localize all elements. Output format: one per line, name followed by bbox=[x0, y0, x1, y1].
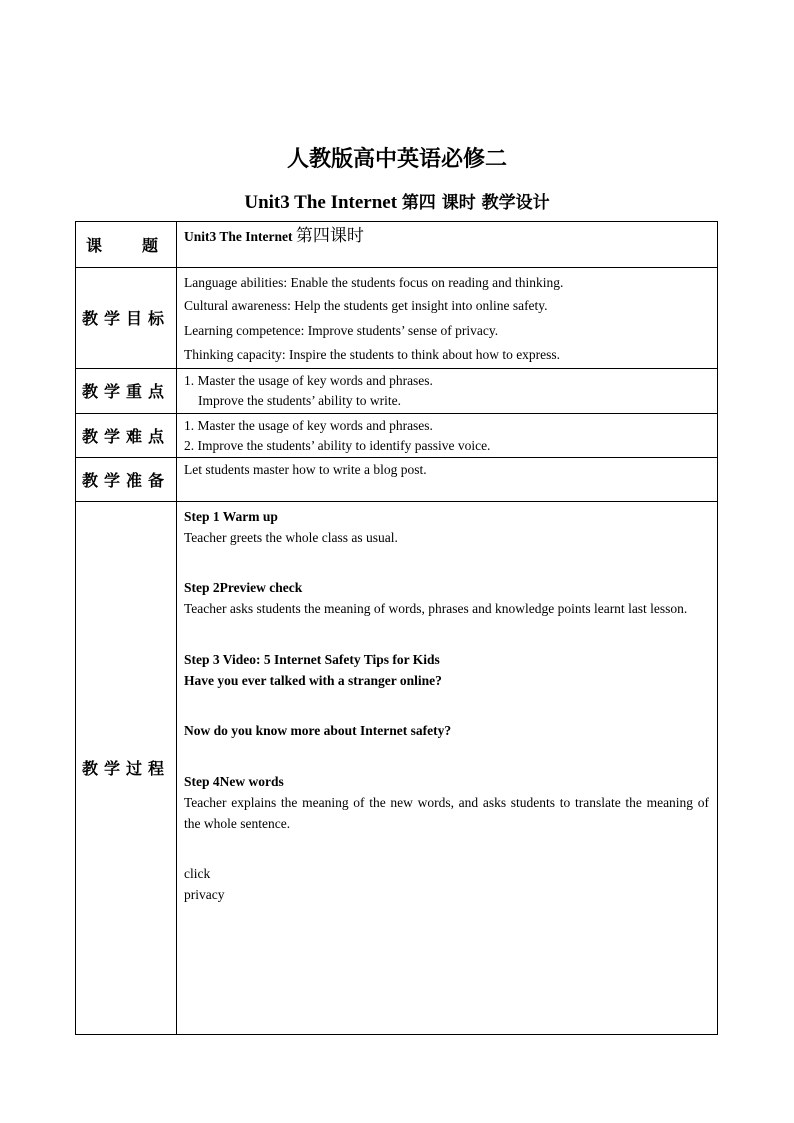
document-title: 人教版高中英语必修二 bbox=[286, 147, 507, 172]
difficulty-2: 2. Improve the students’ ability to identify passive voice. bbox=[184, 437, 491, 453]
goal-language: Language abilities: Enable the students focus on reading and thinking. bbox=[184, 275, 564, 290]
subtitle-english: Unit3 The Internet bbox=[244, 192, 398, 213]
table-row-difficulties bbox=[76, 413, 718, 457]
preparation-label: 教学准备 bbox=[76, 457, 177, 501]
topic-value-english: Unit3 The Internet bbox=[184, 229, 293, 244]
key-points-content bbox=[177, 368, 718, 413]
step1-text: Teacher greets the whole class as usual. bbox=[184, 529, 398, 545]
preparation-content bbox=[177, 457, 718, 501]
vocab-word-1: click bbox=[184, 866, 211, 881]
process-content bbox=[177, 501, 718, 1034]
topic-label-char-1: 课 bbox=[86, 236, 103, 255]
key-point-2: Improve the students’ ability to write. bbox=[198, 392, 401, 408]
step4-title: Step 4New words bbox=[184, 773, 284, 789]
lesson-plan-table bbox=[75, 221, 718, 1035]
step2-text: Teacher asks students the meaning of words, phrases and knowledge points learnt last lesson. bbox=[184, 601, 688, 616]
table-row-goals bbox=[76, 268, 718, 369]
document-subtitle bbox=[0, 188, 794, 214]
goal-culture: Cultural awareness: Help the students get insight into online safety. bbox=[184, 298, 548, 313]
difficulties-content bbox=[177, 413, 718, 457]
step2-title: Step 2Preview check bbox=[184, 580, 303, 595]
vocab-word-2: privacy bbox=[184, 887, 225, 902]
goal-thinking: Thinking capacity: Inspire the students to think about how to express. bbox=[184, 347, 561, 362]
step1-title: Step 1 Warm up bbox=[184, 508, 278, 524]
table-row-key-points bbox=[76, 368, 718, 413]
difficulties-label: 教学难点 bbox=[76, 413, 177, 457]
table-row-process bbox=[76, 501, 718, 1034]
step3-title: Step 3 Video: 5 Internet Safety Tips for Kids bbox=[184, 651, 440, 667]
goals-label: 教学目标 bbox=[76, 268, 177, 369]
difficulty-1: 1. Master the usage of key words and phrases. bbox=[184, 417, 433, 433]
topic-label-char-2: 题 bbox=[141, 236, 158, 255]
topic-value bbox=[177, 222, 718, 268]
key-points-label: 教学重点 bbox=[76, 368, 177, 413]
table-row-topic bbox=[76, 222, 718, 268]
process-label: 教学过程 bbox=[76, 501, 177, 1034]
key-point-1: 1. Master the usage of key words and phrases. bbox=[184, 372, 433, 388]
topic-label bbox=[76, 222, 177, 268]
table-row-preparation bbox=[76, 457, 718, 501]
goals-content bbox=[177, 268, 718, 369]
step3-question-2: Now do you know more about Internet safety? bbox=[184, 723, 452, 738]
topic-value-chinese: 第四课时 bbox=[295, 226, 364, 246]
goal-learning: Learning competence: Improve students’ sense of privacy. bbox=[184, 322, 499, 338]
step3-question-1: Have you ever talked with a stranger online? bbox=[184, 672, 442, 688]
preparation-text: Let students master how to write a blog post. bbox=[184, 461, 427, 477]
subtitle-chinese: 第四 课时 教学设计 bbox=[401, 193, 550, 213]
step4-text: Teacher explains the meaning of the new words, and asks students to translate the meaning of the whole sentence. bbox=[184, 794, 709, 831]
